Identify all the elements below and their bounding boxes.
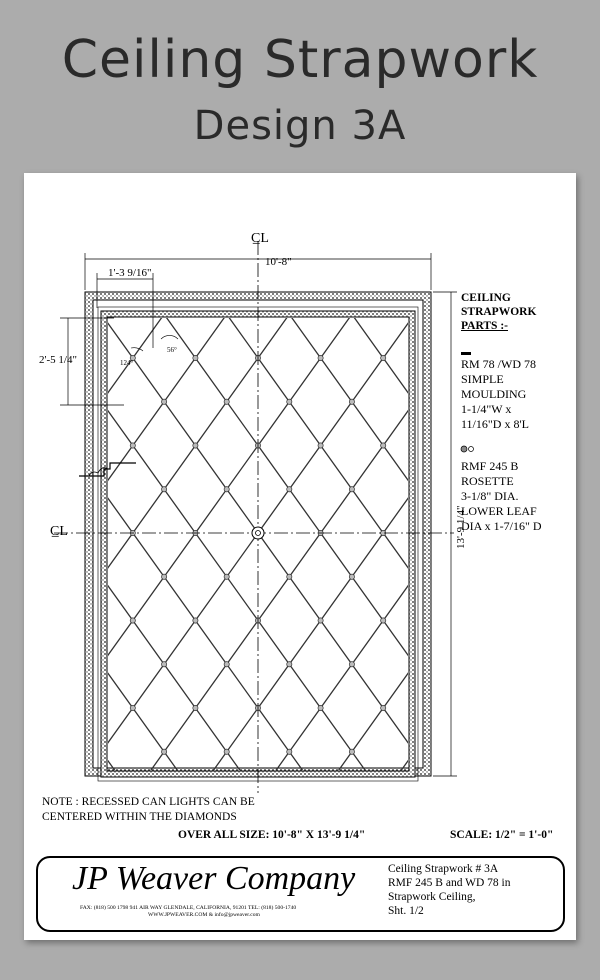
strap-line [547,173,576,940]
rosette [349,399,354,404]
rosette [381,705,386,710]
strap-line [421,173,576,940]
rosette [287,574,292,579]
rosette [381,443,386,448]
moulding-spec-line: 1-1/4"W x [461,402,512,416]
height-dimension-label: 13'-9 1/4" [455,505,467,549]
strap-line [24,173,32,940]
centerline-left-label: C̲L [50,524,68,539]
rosette [349,662,354,667]
rosette-spec-line: 3-1/8" DIA. [461,489,519,503]
drawing-sheet [24,173,576,940]
sheet-description-line: Ceiling Strapwork # 3A [388,863,499,875]
rosette [349,749,354,754]
scale-label: SCALE: 1/2" = 1'-0" [450,829,554,841]
rosette [318,705,323,710]
overall-size: OVER ALL SIZE: 10'-8" X 13'-9 1/4" [178,829,366,841]
strap-line [24,173,32,940]
page-subtitle: Design 3A [193,103,407,149]
rosette [287,399,292,404]
rosette [162,662,167,667]
strap-line [359,173,576,940]
rosette [162,749,167,754]
strap-line [234,173,576,940]
rosette [193,618,198,623]
rosette [318,355,323,360]
rosette [287,487,292,492]
rosette [381,618,386,623]
moulding-spec-line: MOULDING [461,387,527,401]
acute-angle-label: 56° [167,346,177,354]
parts-heading-line: CEILING [461,292,511,304]
offset-dimension-label: 1'-3 9/16" [108,267,152,279]
strap-line [234,173,576,940]
centerline-top-label: C̲L [251,231,269,246]
company-web: WWW.JPWEAVER.COM & info@jpweaver.com [148,912,260,918]
rosette-spec [461,459,542,534]
sheet-description [388,862,510,918]
rosette [224,574,229,579]
company-logo-text: JP Weaver Company [72,860,356,897]
obtuse-angle-label: 124° [120,359,134,367]
rosette-spec-line: DIA x 1-7/16" D [461,519,542,533]
rosette [162,574,167,579]
width-dimension-label: 10'-8" [265,256,292,268]
company-contact: FAX: (818) 500 1798 941 AIR WAY GLENDALE, CALIFORNIA, 91201 TEL: (818) 500-1740 [80,905,297,911]
parts-heading-line: STRAPWORK [461,306,537,318]
rosette [193,705,198,710]
strap-line [484,173,576,940]
rosette [287,749,292,754]
rosette [349,487,354,492]
moulding-symbol [461,352,471,355]
rosette-spec-line: ROSETTE [461,474,514,488]
rosette [162,399,167,404]
sheet-description-line: RMF 245 B and WD 78 in [388,877,511,889]
rosette [224,662,229,667]
rosette [318,443,323,448]
rosette [381,355,386,360]
rosette [318,618,323,623]
rosette [162,487,167,492]
moulding-spec [461,357,536,432]
rosette-spec-line: RMF 245 B [461,459,519,473]
rosette [130,443,135,448]
note-line-2: CENTERED WITHIN THE DIAMONDS [42,811,237,823]
title-block [36,856,565,932]
moulding-spec-line: 11/16"D x 8'L [461,417,529,431]
note-line-1: NOTE : RECESSED CAN LIGHTS CAN BE [42,796,255,808]
parts-heading-line: PARTS :- [461,320,508,332]
rosette [349,574,354,579]
rosette [130,705,135,710]
rosette [130,618,135,623]
rosette [224,749,229,754]
moulding-spec-line: SIMPLE [461,372,504,386]
rosette [224,487,229,492]
diamond-dimension-label: 2'-5 1/4" [39,354,77,366]
strap-line [359,173,576,940]
parts-heading [461,291,536,333]
rosette [224,399,229,404]
page-title: Ceiling Strapwork [61,30,539,90]
center-rosette [252,527,264,539]
rosette [287,662,292,667]
strap-line [547,173,576,940]
rosette-spec-line: LOWER LEAF [461,504,537,518]
sheet-description-line: Strapwork Ceiling, [388,891,476,903]
moulding-spec-line: RM 78 /WD 78 [461,357,536,371]
rosette [193,355,198,360]
sheet-description-line: Sht. 1/2 [388,905,424,917]
rosette-symbol [461,446,467,452]
rosette [193,443,198,448]
strap-line [484,173,576,940]
strap-line [421,173,576,940]
